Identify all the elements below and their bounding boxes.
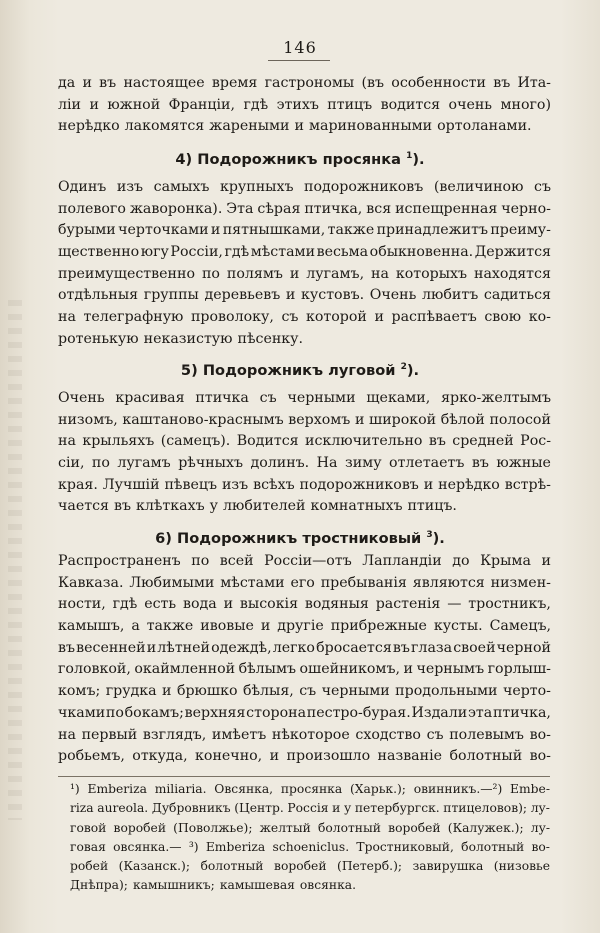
intro-paragraph (58, 73, 551, 138)
text-line: Кавказа. Любимыми мѣстами его пребыванія являются низмен- (58, 574, 551, 591)
text-line: камышъ, а также ивовые и другіе прибрежные кусты. Самецъ, (58, 618, 551, 635)
text-line: ліи и южной Франціи, гдѣ этихъ птицъ водится очень много) (58, 96, 551, 113)
text-line: говая овсянка.— ³) Emberiza schoeniclus. Тростниковый, болотный во- (70, 839, 550, 854)
footnote-rule (58, 776, 550, 777)
text-line: края. Лучшій пѣвецъ изъ всѣхъ подорожниковъ и нерѣдко встрѣ- (58, 476, 551, 493)
section-5-paragraph (58, 388, 551, 518)
text-line: Очень красивая птичка съ черными щеками, ярко-желтымъ (58, 390, 551, 406)
section-heading-6: 6) Подорожникъ тростниковый $^3$). (155, 530, 445, 547)
footnotes (70, 780, 550, 896)
page-number-rule (268, 60, 330, 61)
text-line: говой воробей (Поволжье); желтый болотный воробей (Калужек.); лу- (70, 820, 550, 835)
text-line: Днѣпра); камышникъ; камышевая овсянка. (70, 878, 356, 893)
section-heading-4: 4) Подорожникъ просянка $^1$). (175, 151, 425, 168)
text-line: riza aureola. Дубровникъ (Центр. Россія и у петербургск. птицеловов); лу- (70, 801, 550, 816)
text-line: на первый взглядъ, имѣетъ нѣкоторое сходство съ полевымъ во- (58, 726, 551, 743)
text-line: низомъ, каштаново-краснымъ верхомъ и широкой бѣлой полосой (58, 411, 551, 428)
text-line: да и въ настоящее время гастрономы (въ особенности въ Ита- (58, 75, 551, 91)
text-line: щественно югу Россіи, гдѣ мѣстами весьма обыкновенна. Держится (58, 244, 551, 261)
text-line: въ весенней и лѣтней одеждѣ, легко бросается въ глаза своей черной (58, 639, 551, 656)
text-line: ¹) Emberiza miliaria. Овсянка, просянка (Харьк.); овинникъ.—²) Embe- (70, 782, 550, 796)
text-line: на телеграфную проволоку, съ которой и распѣваетъ свою ко- (58, 309, 551, 326)
section-heading-5: 5) Подорожникъ луговой $^2$). (180, 362, 420, 379)
text-line: чается въ клѣткахъ у любителей комнатныхъ птицъ. (58, 498, 457, 515)
text-line: Одинъ изъ самыхъ крупныхъ подорожниковъ (величиною съ (58, 179, 551, 195)
text-line: бурыми черточками и пятнышками, также принадлежитъ преиму- (58, 222, 551, 239)
text-line: Распространенъ по всей Россіи—отъ Лапландіи до Крыма и (58, 553, 551, 569)
text-line: головкой, окаймленной бѣлымъ ошейникомъ, и чернымъ горлыш- (58, 661, 551, 678)
text-line: полевого жаворонка). Эта сѣрая птичка, вся испещренная черно- (58, 200, 551, 217)
section-6-paragraph (58, 551, 551, 768)
text-line: отдѣльныя группы деревьевъ и кустовъ. Очень любитъ садиться (58, 287, 551, 304)
section-4-paragraph (58, 177, 551, 351)
text-line: на крыльяхъ (самецъ). Водится исключительно въ средней Рос- (58, 433, 551, 450)
page-number: 146 (283, 38, 317, 57)
text-line: робей (Казанск.); болотный воробей (Петерб.); завирушка (низовье (70, 859, 550, 874)
text-line: сіи, по лугамъ рѣчныхъ долинъ. На зиму отлетаетъ въ южные (58, 455, 551, 472)
text-line: чками по бокамъ; верхняя сторона пестро-бурая. Издали эта птичка, (58, 704, 551, 721)
text-line: нерѣдко лакомятся жареными и маринованными ортоланами. (58, 118, 532, 135)
text-line: ности, гдѣ есть вода и высокія водяныя растенія — тростникъ, (58, 596, 551, 613)
text-line: комъ; грудка и брюшко бѣлыя, съ черными продольными черто- (58, 683, 551, 700)
text-line: преимущественно по полямъ и лугамъ, на которыхъ находятся (58, 265, 551, 282)
text-line: робьемъ, откуда, конечно, и произошло названіе болотный во- (58, 748, 551, 765)
text-line: ротенькую неказистую пѣсенку. (58, 330, 304, 347)
